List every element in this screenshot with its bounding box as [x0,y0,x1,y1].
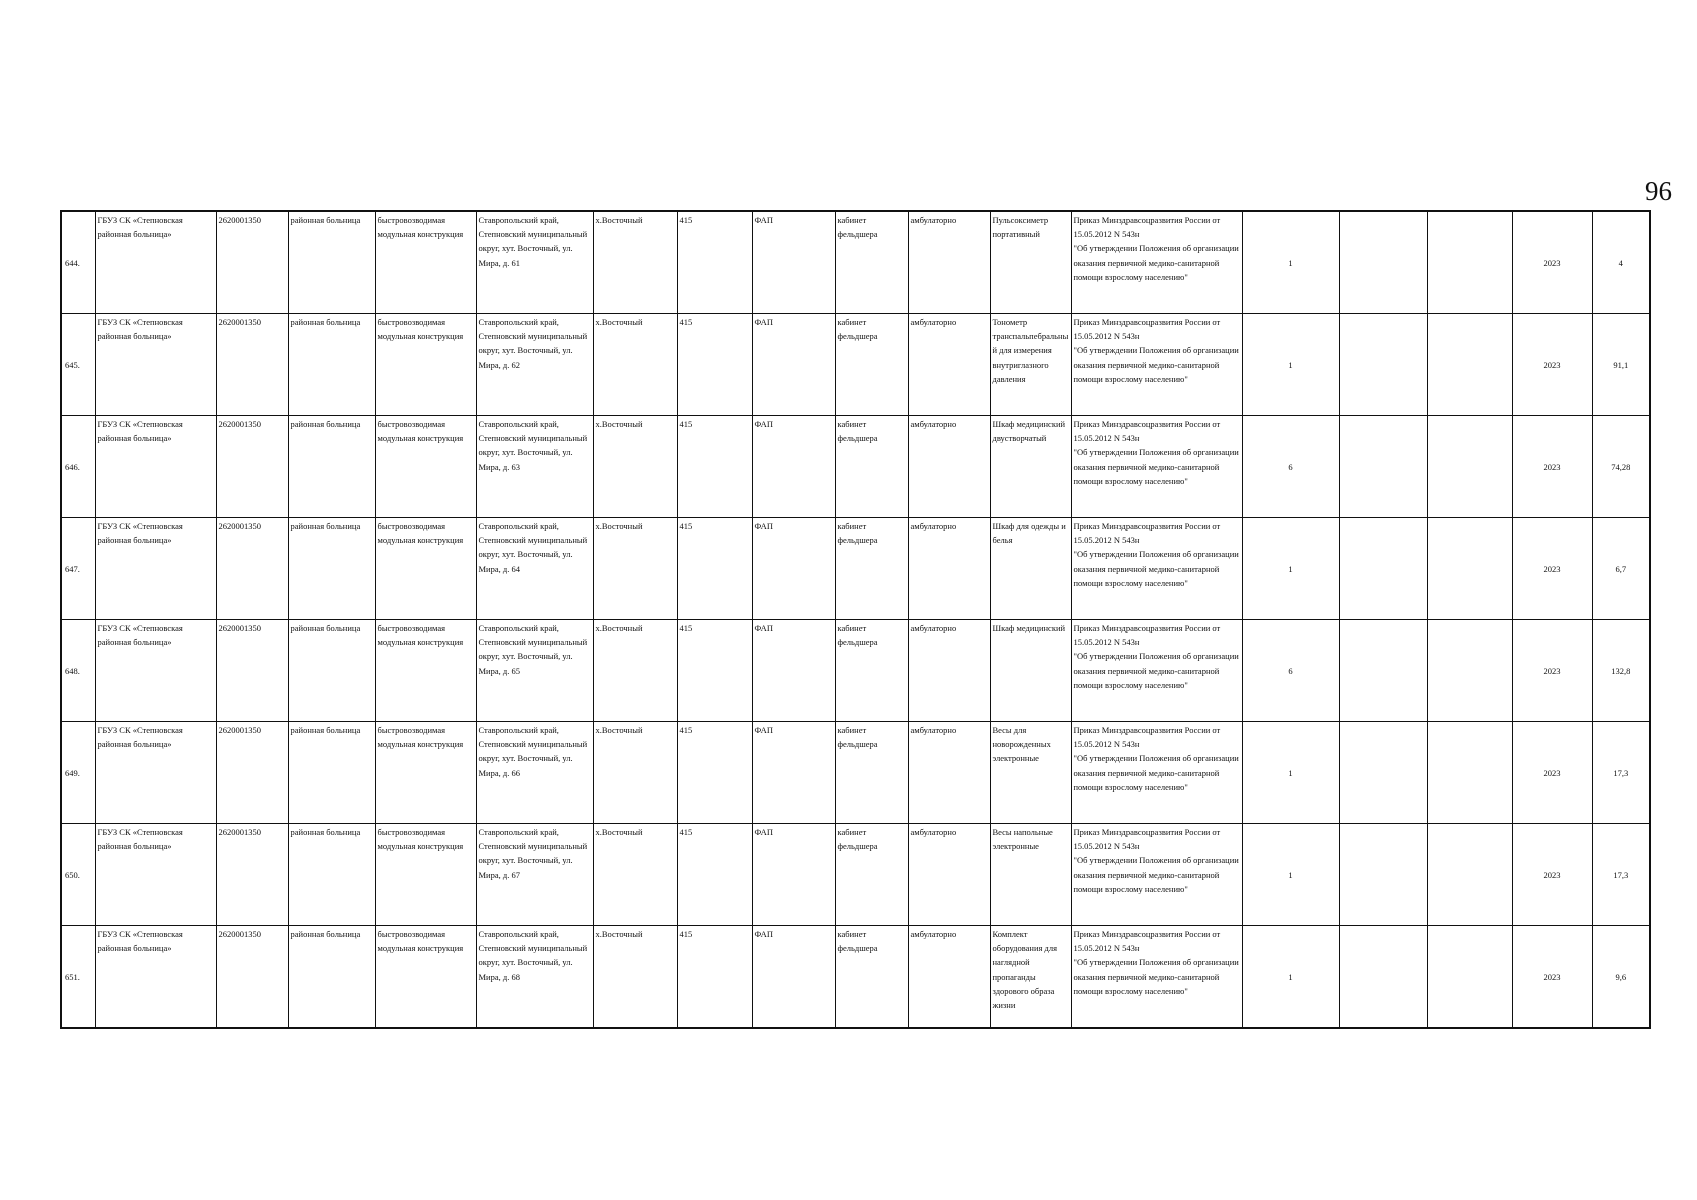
amount-cell: 132,8 [1592,620,1650,722]
organization-code-cell: 2620001350 [216,211,288,314]
equipment-name-cell: Комплект оборудования для наглядной пропаганды здорового образа жизни [990,926,1071,1029]
care-form-cell: амбулаторно [908,824,990,926]
table-row [61,926,1650,1029]
locality-cell: х.Восточный [593,620,677,722]
equipment-name-cell: Весы для новорожденных электронные [990,722,1071,824]
document-description: "Об утверждении Положения об организации оказания первичной медико-санитарной помощи взрослому населению" [1073,549,1239,588]
regulatory-document-cell [1071,518,1242,620]
population-cell: 415 [677,211,752,314]
building-type-cell: быстровозводимая модульная конструкция [375,620,476,722]
table-row [61,824,1650,926]
year-cell: 2023 [1512,722,1592,824]
empty-cell-15-cell [1427,211,1512,314]
regulatory-document-cell [1071,824,1242,926]
equipment-name-cell: Шкаф для одежды и белья [990,518,1071,620]
equipment-name-cell: Весы напольные электронные [990,824,1071,926]
organization-code-cell: 2620001350 [216,722,288,824]
building-type-cell: быстровозводимая модульная конструкция [375,416,476,518]
care-form-cell: амбулаторно [908,518,990,620]
equipment-registry-table [60,210,1651,1029]
table-row [61,211,1650,314]
row-number-cell: 646. [61,416,95,518]
equipment-name-cell: Тонометр транспальпебральный для измерения внутриглазного давления [990,314,1071,416]
care-form-cell: амбулаторно [908,416,990,518]
page-number: 96 [1645,176,1672,206]
empty-cell-14-cell [1339,518,1427,620]
regulatory-document-cell [1071,416,1242,518]
organization-name-cell: ГБУЗ СК «Степновская районная больница» [95,518,216,620]
empty-cell-14-cell [1339,926,1427,1029]
population-cell: 415 [677,722,752,824]
organization-name-cell: ГБУЗ СК «Степновская районная больница» [95,824,216,926]
population-cell: 415 [677,416,752,518]
building-type-cell: быстровозводимая модульная конструкция [375,211,476,314]
care-form-cell: амбулаторно [908,620,990,722]
year-cell: 2023 [1512,314,1592,416]
locality-cell: х.Восточный [593,211,677,314]
building-type-cell: быстровозводимая модульная конструкция [375,722,476,824]
unit-type-cell: ФАП [752,416,835,518]
population-cell: 415 [677,926,752,1029]
room-name-cell: кабинет фельдшера [835,518,908,620]
unit-type-cell: ФАП [752,926,835,1029]
care-form-cell: амбулаторно [908,722,990,824]
amount-cell: 74,28 [1592,416,1650,518]
row-number-cell: 649. [61,722,95,824]
empty-cell-14-cell [1339,620,1427,722]
document-title: Приказ Минздравсоцразвития России от 15.05.2012 N 543н [1073,419,1221,444]
document-description: "Об утверждении Положения об организации оказания первичной медико-санитарной помощи взрослому населению" [1073,753,1239,792]
building-type-cell: быстровозводимая модульная конструкция [375,926,476,1029]
table-row [61,416,1650,518]
organization-code-cell: 2620001350 [216,314,288,416]
equipment-name-cell: Шкаф медицинский [990,620,1071,722]
building-type-cell: быстровозводимая модульная конструкция [375,824,476,926]
row-number-cell: 651. [61,926,95,1029]
quantity-cell: 1 [1242,211,1339,314]
regulatory-document-cell [1071,926,1242,1029]
population-cell: 415 [677,518,752,620]
table-row [61,518,1650,620]
row-number-cell: 647. [61,518,95,620]
address-cell: Ставропольский край, Степновский муниципальный округ, хут. Восточный, ул. Мира, д. 68 [476,926,593,1029]
document-description: "Об утверждении Положения об организации оказания первичной медико-санитарной помощи взрослому населению" [1073,957,1239,996]
organization-code-cell: 2620001350 [216,824,288,926]
document-description: "Об утверждении Положения об организации оказания первичной медико-санитарной помощи взрослому населению" [1073,243,1239,282]
quantity-cell: 1 [1242,314,1339,416]
row-number-cell: 644. [61,211,95,314]
row-number-cell: 648. [61,620,95,722]
room-name-cell: кабинет фельдшера [835,926,908,1029]
year-cell: 2023 [1512,620,1592,722]
amount-cell: 9,6 [1592,926,1650,1029]
empty-cell-15-cell [1427,416,1512,518]
organization-name-cell: ГБУЗ СК «Степновская районная больница» [95,211,216,314]
quantity-cell: 1 [1242,518,1339,620]
year-cell: 2023 [1512,926,1592,1029]
quantity-cell: 1 [1242,722,1339,824]
document-title: Приказ Минздравсоцразвития России от 15.05.2012 N 543н [1073,929,1221,954]
locality-cell: х.Восточный [593,416,677,518]
amount-cell: 6,7 [1592,518,1650,620]
room-name-cell: кабинет фельдшера [835,620,908,722]
care-form-cell: амбулаторно [908,211,990,314]
room-name-cell: кабинет фельдшера [835,824,908,926]
empty-cell-15-cell [1427,722,1512,824]
document-title: Приказ Минздравсоцразвития России от 15.05.2012 N 543н [1073,827,1221,852]
room-name-cell: кабинет фельдшера [835,314,908,416]
regulatory-document-cell [1071,722,1242,824]
locality-cell: х.Восточный [593,518,677,620]
document-description: "Об утверждении Положения об организации оказания первичной медико-санитарной помощи взрослому населению" [1073,855,1239,894]
empty-cell-15-cell [1427,314,1512,416]
room-name-cell: кабинет фельдшера [835,211,908,314]
equipment-name-cell: Шкаф медицинский двустворчатый [990,416,1071,518]
population-cell: 415 [677,824,752,926]
empty-cell-15-cell [1427,824,1512,926]
population-cell: 415 [677,620,752,722]
care-form-cell: амбулаторно [908,926,990,1029]
unit-type-cell: ФАП [752,722,835,824]
table-row [61,722,1650,824]
empty-cell-15-cell [1427,620,1512,722]
regulatory-document-cell [1071,211,1242,314]
equipment-name-cell: Пульсоксиметр портативный [990,211,1071,314]
year-cell: 2023 [1512,211,1592,314]
document-title: Приказ Минздравсоцразвития России от 15.05.2012 N 543н [1073,521,1221,546]
empty-cell-15-cell [1427,518,1512,620]
facility-type-cell: районная больница [288,722,375,824]
empty-cell-14-cell [1339,722,1427,824]
facility-type-cell: районная больница [288,824,375,926]
document-description: "Об утверждении Положения об организации оказания первичной медико-санитарной помощи взрослому населению" [1073,651,1239,690]
room-name-cell: кабинет фельдшера [835,722,908,824]
organization-code-cell: 2620001350 [216,416,288,518]
locality-cell: х.Восточный [593,314,677,416]
quantity-cell: 6 [1242,416,1339,518]
facility-type-cell: районная больница [288,518,375,620]
address-cell: Ставропольский край, Степновский муниципальный округ, хут. Восточный, ул. Мира, д. 66 [476,722,593,824]
address-cell: Ставропольский край, Степновский муниципальный округ, хут. Восточный, ул. Мира, д. 62 [476,314,593,416]
building-type-cell: быстровозводимая модульная конструкция [375,518,476,620]
unit-type-cell: ФАП [752,314,835,416]
table-row [61,620,1650,722]
locality-cell: х.Восточный [593,926,677,1029]
organization-code-cell: 2620001350 [216,620,288,722]
table-row [61,314,1650,416]
amount-cell: 4 [1592,211,1650,314]
regulatory-document-cell [1071,314,1242,416]
empty-cell-14-cell [1339,314,1427,416]
care-form-cell: амбулаторно [908,314,990,416]
document-description: "Об утверждении Положения об организации оказания первичной медико-санитарной помощи взрослому населению" [1073,345,1239,384]
empty-cell-14-cell [1339,824,1427,926]
unit-type-cell: ФАП [752,824,835,926]
unit-type-cell: ФАП [752,211,835,314]
document-description: "Об утверждении Положения об организации оказания первичной медико-санитарной помощи взрослому населению" [1073,447,1239,486]
facility-type-cell: районная больница [288,416,375,518]
organization-name-cell: ГБУЗ СК «Степновская районная больница» [95,722,216,824]
facility-type-cell: районная больница [288,314,375,416]
facility-type-cell: районная больница [288,211,375,314]
document-title: Приказ Минздравсоцразвития России от 15.05.2012 N 543н [1073,317,1221,342]
document-title: Приказ Минздравсоцразвития России от 15.05.2012 N 543н [1073,725,1221,750]
unit-type-cell: ФАП [752,518,835,620]
room-name-cell: кабинет фельдшера [835,416,908,518]
quantity-cell: 1 [1242,824,1339,926]
quantity-cell: 1 [1242,926,1339,1029]
address-cell: Ставропольский край, Степновский муниципальный округ, хут. Восточный, ул. Мира, д. 63 [476,416,593,518]
address-cell: Ставропольский край, Степновский муниципальный округ, хут. Восточный, ул. Мира, д. 67 [476,824,593,926]
document-title: Приказ Минздравсоцразвития России от 15.05.2012 N 543н [1073,623,1221,648]
organization-name-cell: ГБУЗ СК «Степновская районная больница» [95,314,216,416]
year-cell: 2023 [1512,824,1592,926]
row-number-cell: 650. [61,824,95,926]
address-cell: Ставропольский край, Степновский муниципальный округ, хут. Восточный, ул. Мира, д. 61 [476,211,593,314]
amount-cell: 17,3 [1592,824,1650,926]
organization-code-cell: 2620001350 [216,518,288,620]
population-cell: 415 [677,314,752,416]
year-cell: 2023 [1512,416,1592,518]
locality-cell: х.Восточный [593,824,677,926]
amount-cell: 17,3 [1592,722,1650,824]
organization-name-cell: ГБУЗ СК «Степновская районная больница» [95,416,216,518]
organization-name-cell: ГБУЗ СК «Степновская районная больница» [95,926,216,1029]
document-title: Приказ Минздравсоцразвития России от 15.05.2012 N 543н [1073,215,1221,240]
organization-code-cell: 2620001350 [216,926,288,1029]
organization-name-cell: ГБУЗ СК «Степновская районная больница» [95,620,216,722]
empty-cell-14-cell [1339,211,1427,314]
unit-type-cell: ФАП [752,620,835,722]
facility-type-cell: районная больница [288,620,375,722]
amount-cell: 91,1 [1592,314,1650,416]
address-cell: Ставропольский край, Степновский муниципальный округ, хут. Восточный, ул. Мира, д. 64 [476,518,593,620]
facility-type-cell: районная больница [288,926,375,1029]
quantity-cell: 6 [1242,620,1339,722]
empty-cell-15-cell [1427,926,1512,1029]
address-cell: Ставропольский край, Степновский муниципальный округ, хут. Восточный, ул. Мира, д. 65 [476,620,593,722]
empty-cell-14-cell [1339,416,1427,518]
locality-cell: х.Восточный [593,722,677,824]
row-number-cell: 645. [61,314,95,416]
regulatory-document-cell [1071,620,1242,722]
year-cell: 2023 [1512,518,1592,620]
building-type-cell: быстровозводимая модульная конструкция [375,314,476,416]
